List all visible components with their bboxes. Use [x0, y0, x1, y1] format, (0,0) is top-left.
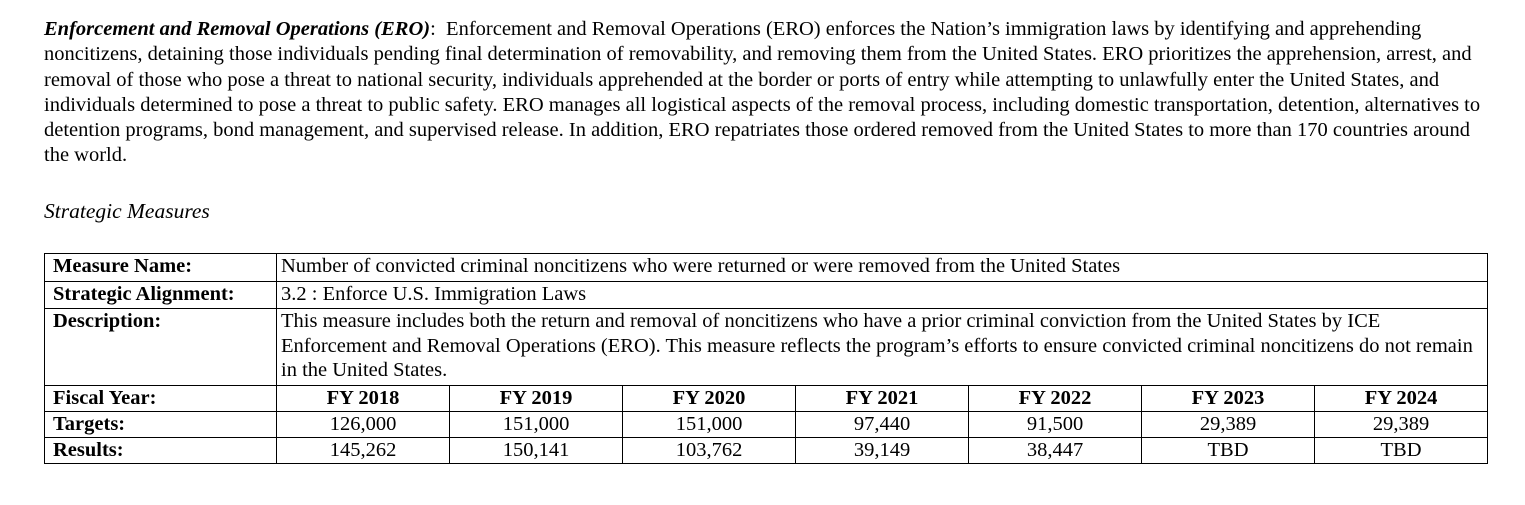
measure-name-value: Number of convicted criminal noncitizens who were returned or were removed from the United States: [277, 254, 1488, 282]
result-cell: 145,262: [277, 438, 450, 464]
fiscal-year-cell: FY 2020: [623, 386, 796, 412]
description-label: Description:: [45, 309, 277, 386]
target-cell: 151,000: [623, 412, 796, 438]
fiscal-year-row: [45, 386, 1488, 412]
targets-row: [45, 412, 1488, 438]
intro-lead: Enforcement and Removal Operations (ERO): [44, 18, 431, 40]
intro-paragraph: [44, 17, 1494, 169]
fiscal-year-cell: FY 2021: [796, 386, 969, 412]
target-cell: 29,389: [1142, 412, 1315, 438]
measure-name-label: Measure Name:: [45, 254, 277, 282]
target-cell: 91,500: [969, 412, 1142, 438]
strategic-alignment-row: [45, 282, 1488, 309]
section-title: Strategic Measures: [44, 199, 210, 223]
strategic-alignment-value: 3.2 : Enforce U.S. Immigration Laws: [277, 282, 1488, 309]
target-cell: 126,000: [277, 412, 450, 438]
results-label: Results:: [45, 438, 277, 464]
result-cell: 38,447: [969, 438, 1142, 464]
target-cell: 97,440: [796, 412, 969, 438]
fiscal-year-cell: FY 2022: [969, 386, 1142, 412]
measure-name-row: [45, 254, 1488, 282]
fiscal-year-label: Fiscal Year:: [45, 386, 277, 412]
fiscal-year-cell: FY 2024: [1315, 386, 1488, 412]
result-cell: TBD: [1142, 438, 1315, 464]
results-row: [45, 438, 1488, 464]
intro-colon: :: [430, 18, 436, 40]
description-row: [45, 309, 1488, 386]
strategic-measures-table: [44, 253, 1488, 464]
fiscal-year-cell: FY 2023: [1142, 386, 1315, 412]
result-cell: 39,149: [796, 438, 969, 464]
target-cell: 151,000: [450, 412, 623, 438]
fiscal-year-cell: FY 2018: [277, 386, 450, 412]
result-cell: 103,762: [623, 438, 796, 464]
strategic-alignment-label: Strategic Alignment:: [45, 282, 277, 309]
description-value: This measure includes both the return and removal of noncitizens who have a prior criminal conviction from the United States by ICE Enforcement and Removal Operations (ERO). This measure reflects the program’s efforts to ensure convicted criminal noncitizens do not remain in the United States.: [277, 309, 1488, 386]
result-cell: TBD: [1315, 438, 1488, 464]
fiscal-year-cell: FY 2019: [450, 386, 623, 412]
intro-body: Enforcement and Removal Operations (ERO) enforces the Nation’s immigration laws by identifying and apprehending noncitizens, detaining those individuals pending final determination of removability, and removing them from the United States. ERO prioritizes the apprehension, arrest, and removal of those who pose a threat to national security, individuals apprehended at the border or ports of entry while attempting to unlawfully enter the United States, and individuals determined to pose a threat to public safety. ERO manages all logistical aspects of the removal process, including domestic transportation, detention, alternatives to detention programs, bond management, and supervised release. In addition, ERO repatriates those ordered removed from the United States to more than 170 countries around the world.: [44, 18, 1481, 167]
result-cell: 150,141: [450, 438, 623, 464]
target-cell: 29,389: [1315, 412, 1488, 438]
targets-label: Targets:: [45, 412, 277, 438]
